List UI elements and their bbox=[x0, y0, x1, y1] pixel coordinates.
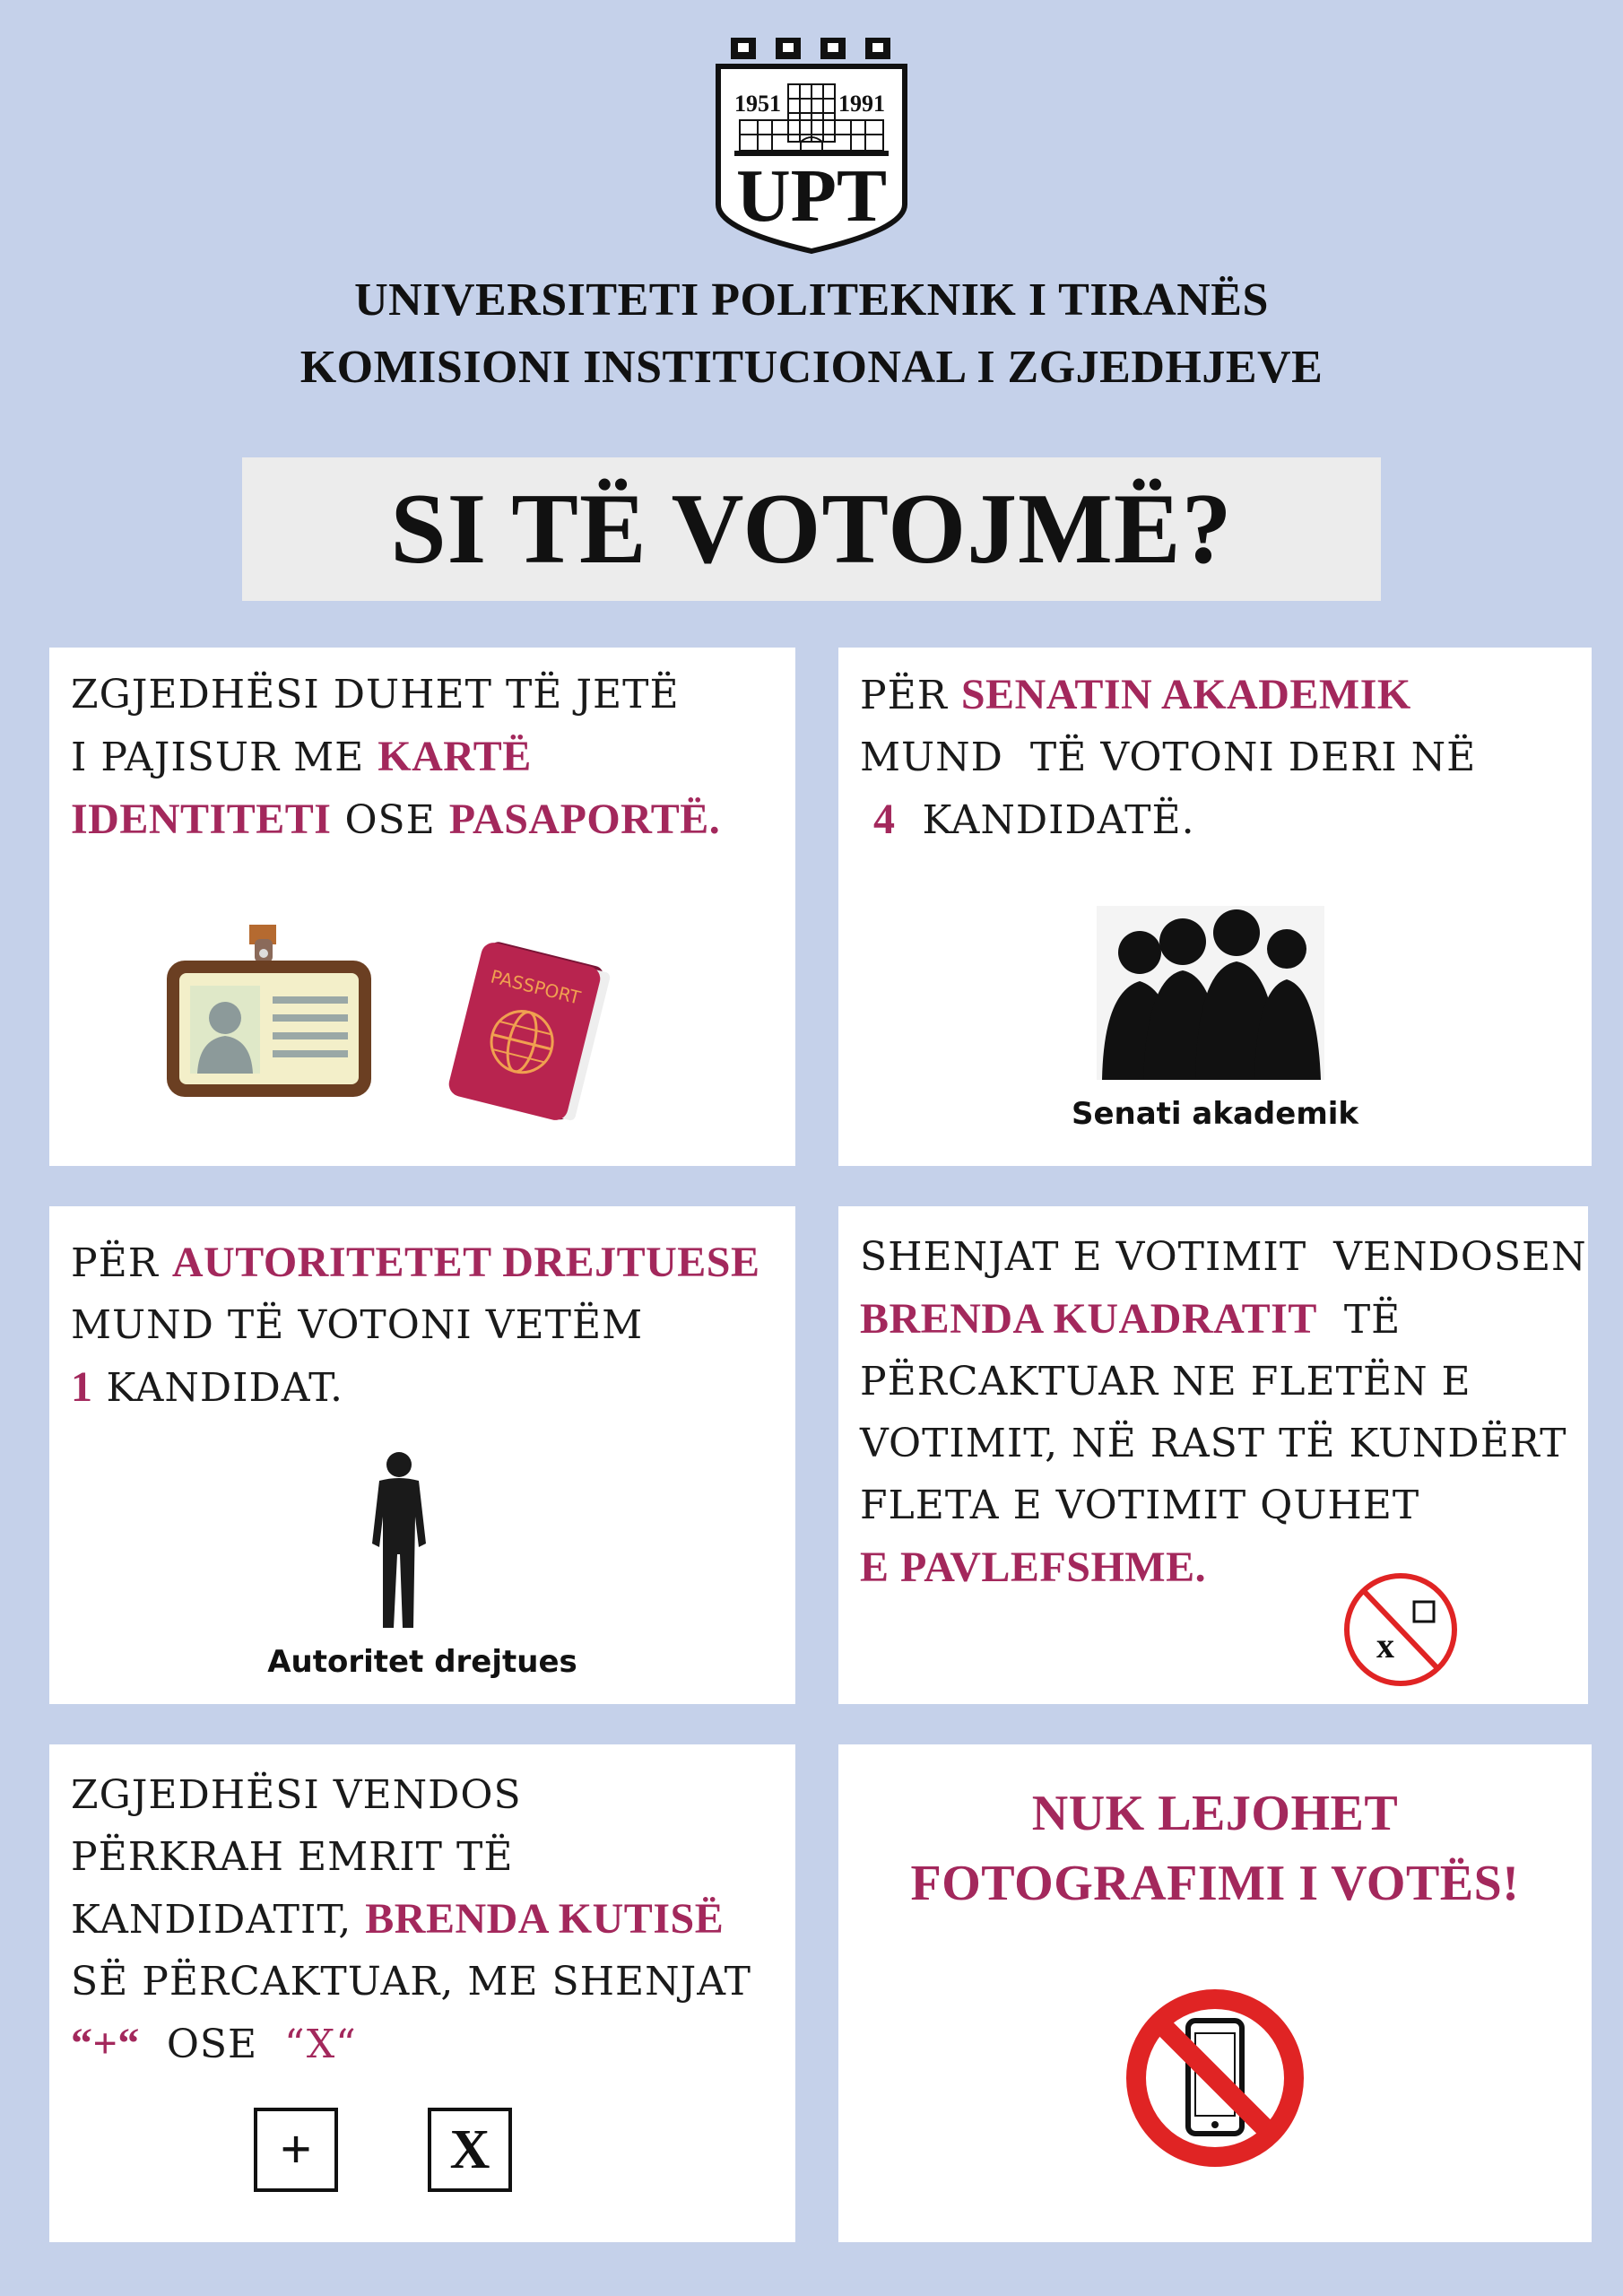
card-vote-marks: SHENJAT E VOTIMIT VENDOSEN BRENDA KUADRATIT TË PËRCAKTUAR NE FLETËN E VOTIMIT, NË RAST TË KUNDËRT FLETA E VOTIMIT QUHET E PAVLEFSHME. x bbox=[838, 1206, 1588, 1704]
card-no-photo bbox=[838, 1744, 1592, 2242]
svg-text:1991: 1991 bbox=[838, 91, 885, 117]
page-title-box bbox=[242, 457, 1381, 601]
group-silhouette-icon bbox=[1097, 906, 1324, 1080]
card-id-requirement: ZGJEDHËSI DUHET TË JETË I PAJISUR ME KARTË IDENTITETI OSE PASAPORTË. PASSPORT bbox=[49, 648, 795, 1166]
svg-text:UPT: UPT bbox=[736, 154, 887, 238]
id-card-icon bbox=[161, 921, 377, 1100]
card-voter-marks: ZGJEDHËSI VENDOS PËRKRAH EMRIT TË KANDIDATIT, BRENDA KUTISË SË PËRCAKTUAR, ME SHENJAT “+“ OSE “X“ + X bbox=[49, 1744, 795, 2242]
passport-icon bbox=[435, 933, 614, 1130]
card-authority: PËR AUTORITETET DREJTUESE MUND TË VOTONI VETËM 1 KANDIDAT. Autoritet drejtues bbox=[49, 1206, 795, 1704]
page-title: SI TË VOTOJMË? bbox=[390, 473, 1233, 585]
no-photo-line1: NUK LEJOHET bbox=[1031, 1786, 1399, 1841]
upt-logo bbox=[713, 34, 910, 254]
commission-name: KOMISIONI INSTITUCIONAL I ZGJEDHJEVE bbox=[299, 342, 1324, 393]
authority-caption: Autoritet drejtues bbox=[267, 1644, 577, 1680]
svg-text:1951: 1951 bbox=[734, 91, 781, 117]
person-silhouette-icon bbox=[363, 1450, 435, 1630]
x-mark-box: X bbox=[428, 2108, 512, 2192]
university-name: UNIVERSITETI POLITEKNIK I TIRANËS bbox=[354, 274, 1269, 326]
no-phone-icon bbox=[1124, 1987, 1306, 2170]
card-senate: PËR SENATIN AKADEMIK MUND TË VOTONI DERI NË 4 KANDIDATË. Senati akademik bbox=[838, 648, 1592, 1166]
id-line1: ZGJEDHËSI DUHET TË JETË bbox=[71, 672, 680, 718]
plus-mark-box: + bbox=[254, 2108, 338, 2192]
svg-text:x: x bbox=[1376, 1625, 1394, 1665]
no-photo-line2: FOTOGRAFIMI I VOTËS! bbox=[910, 1856, 1520, 1911]
svg-text:PASSPORT: PASSPORT bbox=[488, 965, 583, 1009]
invalid-mark-icon bbox=[1341, 1570, 1461, 1690]
senate-caption: Senati akademik bbox=[1071, 1096, 1359, 1132]
